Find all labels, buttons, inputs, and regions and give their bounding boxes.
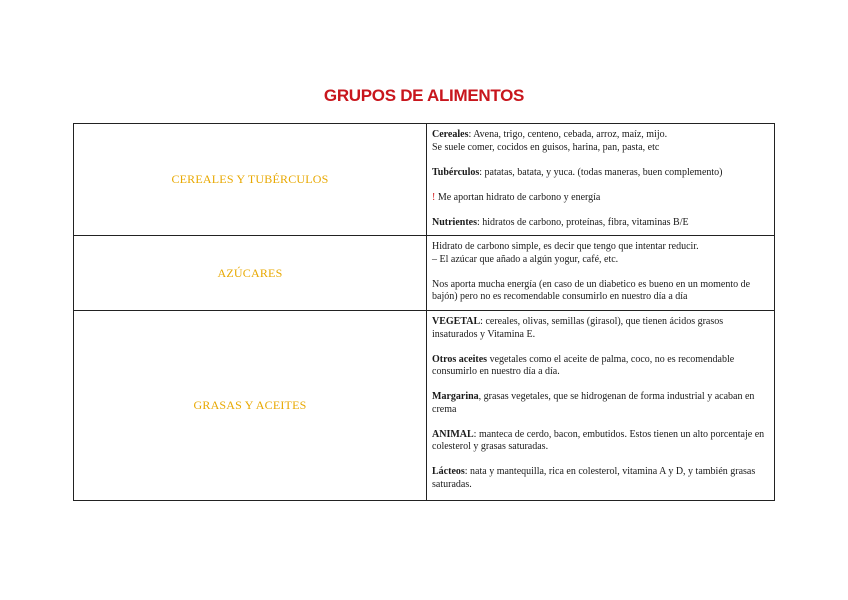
table-row	[74, 124, 775, 236]
description-paragraph: VEGETAL: cereales, olivas, semillas (girasol), que tienen ácidos grasos insaturados y Vitamina E.	[432, 316, 724, 340]
food-groups-table	[73, 123, 775, 501]
description-paragraph: ! Me aportan hidrato de carbono y energía	[432, 191, 601, 203]
term-label: ANIMAL	[432, 428, 474, 440]
description-paragraph: Tubérculos: patatas, batata, y yuca. (todas maneras, buen complemento)	[432, 166, 723, 178]
term-label: Otros aceites	[432, 353, 488, 365]
group-description	[427, 236, 775, 311]
group-name: GRASAS Y ACEITES	[74, 311, 427, 501]
description-paragraph: Lácteos: nata y mantequilla, rica en colesterol, vitamina A y D, y también grasas saturadas.	[432, 466, 756, 490]
description-paragraph: Nos aporta mucha energía (en caso de un diabetico es bueno en un momento de bajón) pero no es recomendable consumirlo en nuestro día a día	[432, 278, 751, 302]
description-paragraph: Cereales: Avena, trigo, centeno, cebada, arroz, maíz, mijo. Se suele comer, cocidos en guisos, harina, pan, pasta, etc	[432, 129, 668, 153]
term-label: Nutrientes	[432, 216, 477, 228]
description-paragraph: Otros aceites vegetales como el aceite de palma, coco, no es recomendable consumirlo en nuestro día a día.	[432, 353, 735, 377]
term-label: Lácteos	[432, 466, 465, 477]
group-description	[427, 311, 775, 501]
term-label: VEGETAL	[432, 316, 481, 327]
table-row	[74, 311, 775, 501]
group-description	[427, 124, 775, 236]
page-title: GRUPOS DE ALIMENTOS	[323, 86, 525, 105]
group-name: CEREALES Y TUBÉRCULOS	[74, 124, 427, 236]
group-name: AZÚCARES	[74, 236, 427, 311]
term-label: Tubérculos	[432, 166, 480, 178]
table-row	[74, 236, 775, 311]
description-paragraph: Margarina, grasas vegetales, que se hidrogenan de forma industrial y acaban en crema	[432, 391, 755, 415]
term-label: Margarina	[432, 391, 479, 402]
description-paragraph: ANIMAL: manteca de cerdo, bacon, embutidos. Estos tienen un alto porcentaje en colesterol y grasas saturadas.	[432, 428, 765, 452]
description-paragraph: Hidrato de carbono simple, es decir que tengo que intentar reducir. – El azúcar que añado a algún yogur, café, etc.	[432, 241, 699, 265]
exclamation-mark: !	[432, 191, 436, 203]
description-paragraph: Nutrientes: hidratos de carbono, proteínas, fibra, vitaminas B/E	[432, 216, 689, 228]
term-label: Cereales	[432, 129, 469, 140]
